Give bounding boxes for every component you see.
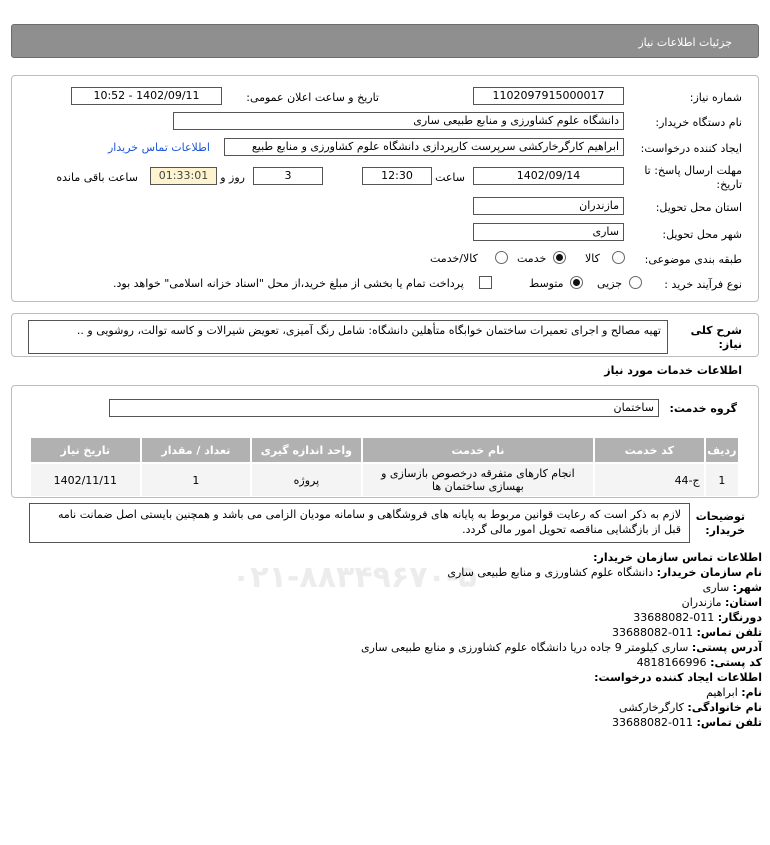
contact-postal: کد پستی: 4818166996 <box>636 656 762 669</box>
service-group-label: گروه خدمت: <box>669 402 737 415</box>
watermark-number: ۰۲۱-۸۸۳۴۹۶۷۰-۵ <box>232 560 477 595</box>
creator-phone: تلفن تماس: 011-33688082 <box>612 716 762 729</box>
table-row <box>31 464 738 496</box>
contact-fax: دورنگار: 011-33688082 <box>633 611 762 624</box>
contact-title: اطلاعات تماس سازمان خریدار: <box>593 551 762 564</box>
services-table-header <box>31 438 738 462</box>
category-radio-goods-service[interactable] <box>495 251 508 264</box>
contact-city: شهر: ساری <box>702 581 762 594</box>
category-radio-service[interactable] <box>553 251 566 264</box>
province-field: مازندران <box>473 197 624 215</box>
city-label: شهر محل تحویل: <box>662 228 742 241</box>
deadline-label: مهلت ارسال پاسخ: تا <box>644 164 742 177</box>
creator-info-title: اطلاعات ایجاد کننده درخواست: <box>594 671 762 684</box>
col-row: ردیف <box>706 438 738 462</box>
process-radio-medium[interactable] <box>570 276 583 289</box>
buyer-notes-field: لازم به ذکر است که رعایت قوانین مربوط به پایانه های فروشگاهی و سامانه مودیان الزامی می باشد و همچنین بایستی اصل ضمانت نامه قبل از بازگشایی مناقصه تحویل امور مالی گردد. <box>29 503 690 543</box>
creator-label: ایجاد کننده درخواست: <box>640 142 742 155</box>
category-radio-goods[interactable] <box>612 251 625 264</box>
need-details-panel <box>11 75 759 302</box>
contact-address: آدرس پستی: ساری کیلومتر 9 جاده دریا دانشگاه علوم کشاورزی و منابع طبیعی ساری <box>361 641 762 654</box>
creator-family: نام خانوادگی: کارگرخارکشی <box>619 701 762 714</box>
creator-name: نام: ابراهیم <box>706 686 762 699</box>
category-option-goods-service: کالا/خدمت <box>430 252 478 265</box>
time-label: ساعت <box>435 171 465 184</box>
need-number-label: شماره نیاز: <box>689 91 742 104</box>
service-code: ج-44 <box>595 464 704 496</box>
category-option-service: خدمت <box>517 252 547 265</box>
contact-phone: تلفن تماس: 011-33688082 <box>612 626 762 639</box>
contact-org: نام سازمان خریدار: دانشگاه علوم کشاورزی و منابع طبیعی ساری <box>447 566 762 579</box>
service-qty: 1 <box>142 464 251 496</box>
deadline-date-label: تاریخ: <box>716 178 742 191</box>
process-radio-minor[interactable] <box>629 276 642 289</box>
service-group-field: ساختمان <box>109 399 659 417</box>
need-number-field: 1102097915000017 <box>473 87 624 105</box>
city-field: ساری <box>473 223 624 241</box>
announce-label: تاریخ و ساعت اعلان عمومی: <box>246 91 379 104</box>
page-title-bar <box>11 24 759 58</box>
buyer-label: نام دستگاه خریدار: <box>655 116 742 129</box>
days-field: 3 <box>253 167 323 185</box>
service-date: 1402/11/11 <box>31 464 140 496</box>
col-date: تاریخ نیاز <box>31 438 140 462</box>
service-unit: پروژه <box>252 464 361 496</box>
days-label: روز و <box>220 171 245 184</box>
description-field: تهیه مصالح و اجرای تعمیرات ساختمان خوابگاه متأهلین دانشگاه: شامل رنگ آمیزی، تعویض شیرالات و کاسه توالت، روشویی و .. <box>28 320 668 354</box>
deadline-time-field: 12:30 <box>362 167 432 185</box>
treasury-checkbox[interactable] <box>479 276 492 289</box>
process-label: نوع فرآیند خرید : <box>664 278 742 291</box>
remaining-time-field: 01:33:01 <box>150 167 217 185</box>
creator-field: ابراهیم کارگرخارکشی سرپرست کارپردازی دانشگاه علوم کشاورزی و منابع طبیع <box>224 138 624 156</box>
buyer-contact-link[interactable]: اطلاعات تماس خریدار <box>108 141 210 154</box>
category-label: طبقه بندی موضوعی: <box>644 253 742 266</box>
province-label: استان محل تحویل: <box>655 201 742 214</box>
buyer-notes-label: توضیحات خریدار: <box>695 510 745 537</box>
process-option-medium: متوسط <box>529 277 564 290</box>
col-qty: تعداد / مقدار <box>142 438 251 462</box>
category-option-goods: کالا <box>585 252 600 265</box>
payment-note: پرداخت تمام یا بخشی از مبلغ خرید،از محل "اسناد خزانه اسلامی" خواهد بود. <box>113 277 464 290</box>
row-number: 1 <box>706 464 738 496</box>
services-table <box>29 436 740 498</box>
contact-info <box>0 551 770 729</box>
description-label: شرح کلی نیاز: <box>690 324 742 351</box>
col-code: کد خدمت <box>595 438 704 462</box>
deadline-date-field: 1402/09/14 <box>473 167 624 185</box>
buyer-field: دانشگاه علوم کشاورزی و منابع طبیعی ساری <box>173 112 624 130</box>
process-option-minor: جزیی <box>597 277 623 290</box>
remaining-label: ساعت باقی مانده <box>56 171 138 184</box>
contact-province: استان: مازندران <box>681 596 762 609</box>
announce-date-field: 1402/09/11 - 10:52 <box>71 87 222 105</box>
description-panel <box>11 313 759 357</box>
col-name: نام خدمت <box>363 438 593 462</box>
services-section-title: اطلاعات خدمات مورد نیاز <box>604 364 742 377</box>
service-name: انجام کارهای متفرقه درخصوص بازسازی و بهسازی ساختمان ها <box>363 464 593 496</box>
col-unit: واحد اندازه گیری <box>252 438 361 462</box>
page-title: جزئیات اطلاعات نیاز <box>638 36 732 49</box>
